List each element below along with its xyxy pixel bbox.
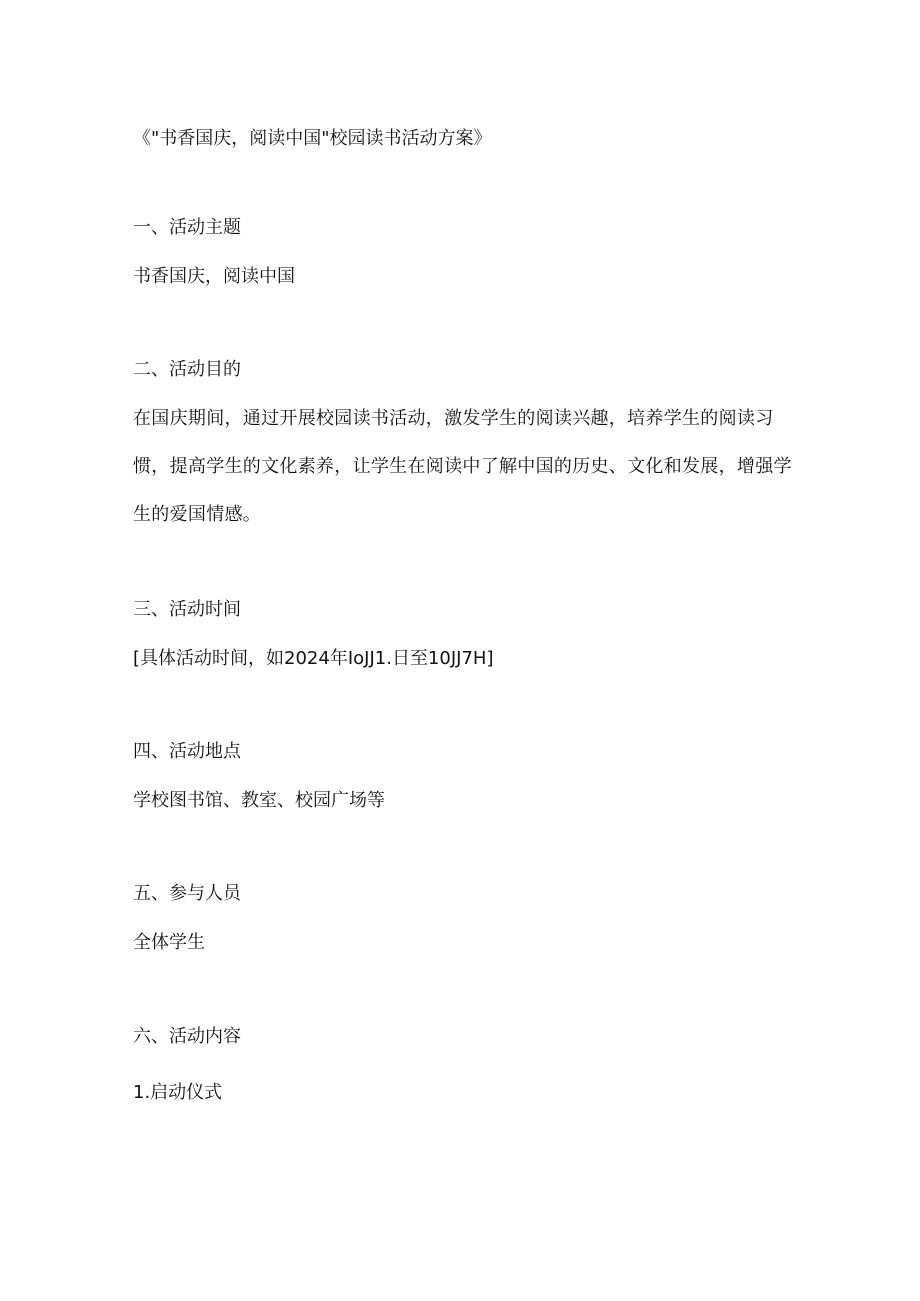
section-heading-time: 三、活动时间 xyxy=(133,599,241,620)
section-heading-participants: 五、参与人员 xyxy=(133,883,241,904)
section-heading-content: 六、活动内容 xyxy=(133,1026,241,1047)
section-heading-location: 四、活动地点 xyxy=(133,741,241,762)
document-title: 《"书香国庆，阅读中国"校园读书活动方案》 xyxy=(133,128,492,149)
section-body-time: [具体活动时间，如2024年IoJJ1.日至10JJ7H] xyxy=(133,648,494,669)
section-body-location: 学校图书馆、教室、校园广场等 xyxy=(133,790,385,811)
section-body-content: 1.启动仪式 xyxy=(133,1082,223,1103)
section-body-purpose: 在国庆期间，通过开展校园读书活动，激发学生的阅读兴趣，培养学生的阅读习惯，提高学生的文化素养，让学生在阅读中了解中国的历史、文化和发展，增强学生的爱国情感。 xyxy=(133,408,792,525)
section-body-participants: 全体学生 xyxy=(133,932,205,953)
section-heading-purpose: 二、活动目的 xyxy=(133,359,241,380)
section-heading-theme: 一、活动主题 xyxy=(133,217,241,238)
section-body-theme: 书香国庆，阅读中国 xyxy=(133,266,295,287)
